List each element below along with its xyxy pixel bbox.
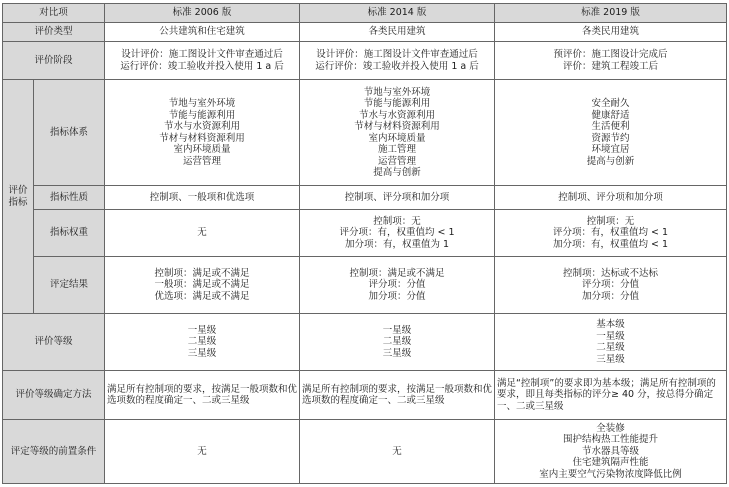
precond-2014 xyxy=(300,420,495,484)
method-2014: 满足所有控制项的要求，按满足一般项数和优选项数的程度确定一、二或三星级 xyxy=(300,371,495,420)
cell-line: 公共建筑和住宅建筑 xyxy=(159,26,245,38)
cell-line: 设计评价：施工图设计文件审查通过后 xyxy=(316,49,478,60)
row-eval-result xyxy=(3,257,727,314)
cell-line: 无 xyxy=(197,445,207,457)
cell-line: 加分项：分值 xyxy=(368,290,426,302)
grade-2006 xyxy=(105,314,300,371)
cell-line: 无 xyxy=(197,227,207,239)
stage-2006 xyxy=(105,42,300,80)
cell-line: 控制项：无 xyxy=(586,215,635,227)
cell-line: 加分项：有，权重值为 1 xyxy=(344,238,450,250)
grade-2014 xyxy=(300,314,495,371)
cell-line: 节地与室外环境 xyxy=(363,86,431,98)
label-eval-stage: 评价阶段 xyxy=(3,42,105,80)
cell-line: 二星级 xyxy=(596,342,625,353)
cell-line: 围护结构热工性能提升 xyxy=(563,434,659,446)
cell-line: 提高与创新 xyxy=(586,155,635,167)
cell-line: 控制项、一般项和优选项 xyxy=(149,191,255,203)
cell-line: 节能与能源利用 xyxy=(168,109,236,121)
cell-line: 室内主要空气污染物浓度降低比例 xyxy=(539,468,682,480)
cell-line: 一星级 xyxy=(382,324,412,336)
cell-line: 评分项：有，权重值均 < 1 xyxy=(552,227,669,239)
cell-line: 节水与水资源利用 xyxy=(359,109,436,121)
cell-line: 评分项：分值 xyxy=(582,279,640,291)
stage-2019 xyxy=(495,42,727,80)
cell-line: 运行评价：竣工验收并投入使用 1 a 后 xyxy=(120,60,284,72)
cell-line: 安全耐久 xyxy=(591,98,630,109)
cell-line: 控制项：无 xyxy=(373,215,421,227)
cell-line: 一般项：满足或不满足 xyxy=(154,279,250,291)
cell-line: 控制项：达标或不达标 xyxy=(563,267,659,279)
type-2006 xyxy=(105,23,300,42)
header-compare-item: 对比项 xyxy=(3,4,105,23)
cell-line: 提高与创新 xyxy=(373,167,421,178)
cell-line: 控制项：满足或不满足 xyxy=(154,267,250,279)
row-eval-type xyxy=(3,23,727,42)
cell-line: 室内环境质量 xyxy=(173,144,231,155)
result-2014 xyxy=(300,257,495,314)
cell-line: 三星级 xyxy=(596,353,625,365)
cell-line: 优选项：满足或不满足 xyxy=(154,290,250,302)
label-eval-index-group xyxy=(3,80,34,314)
cell-line: 三星级 xyxy=(382,347,412,359)
row-grade-method xyxy=(3,371,727,420)
cell-line: 评分项：分值 xyxy=(368,279,426,291)
result-2006 xyxy=(105,257,300,314)
type-2019 xyxy=(495,23,727,42)
cell-line: 生活便利 xyxy=(591,121,630,132)
result-2019 xyxy=(495,257,727,314)
cell-line: 评价：建筑工程竣工后 xyxy=(563,60,659,72)
standard-comparison-table xyxy=(2,3,727,484)
weight-2019 xyxy=(495,210,727,257)
row-index-system xyxy=(3,80,727,186)
cell-line: 节材与材料资源利用 xyxy=(159,132,245,144)
weight-2014 xyxy=(300,210,495,257)
cell-line: 设计评价：施工图设计文件审查通过后 xyxy=(121,49,283,60)
cell-line: 环境宜居 xyxy=(591,144,630,155)
system-2014 xyxy=(300,80,495,186)
cell-line: 二星级 xyxy=(187,336,217,348)
cell-line: 三星级 xyxy=(187,347,217,359)
cell-line: 资源节约 xyxy=(591,132,630,144)
cell-line: 节材与材料资源利用 xyxy=(354,121,440,132)
method-2019: 满足“控制项”的要求即为基本级；满足所有控制项的要求，即且每类指标的评分≥ 40 分，按总得分确定一、二或三星级 xyxy=(495,371,727,420)
cell-line: 节水与水资源利用 xyxy=(164,121,241,132)
system-2006 xyxy=(105,80,300,186)
method-2006: 满足所有控制项的要求，按满足一般项数和优选项数的程度确定一、二或三星级 xyxy=(105,371,300,420)
label-eval-grade: 评价等级 xyxy=(3,314,105,371)
cell-line: 评价 xyxy=(8,185,28,196)
label-eval-result: 评定结果 xyxy=(34,257,105,314)
cell-line: 运行评价：竣工验收并投入使用 1 a 后 xyxy=(315,60,479,72)
cell-line: 预评价：施工图设计完成后 xyxy=(553,49,668,60)
cell-line: 基本级 xyxy=(596,319,625,330)
cell-line: 运营管理 xyxy=(183,155,222,167)
cell-line: 施工管理 xyxy=(378,144,417,155)
weight-2006 xyxy=(105,210,300,257)
header-2019: 标准 2019 版 xyxy=(495,4,727,23)
cell-line: 全装修 xyxy=(596,422,625,434)
cell-line: 一星级 xyxy=(596,330,625,342)
row-index-nature xyxy=(3,186,727,210)
cell-line: 运营管理 xyxy=(378,155,417,167)
label-index-weight: 指标权重 xyxy=(34,210,105,257)
cell-line: 二星级 xyxy=(382,336,412,348)
nature-2006 xyxy=(105,186,300,210)
header-2014: 标准 2014 版 xyxy=(300,4,495,23)
cell-line: 室内环境质量 xyxy=(368,132,426,144)
row-index-weight xyxy=(3,210,727,257)
stage-2014 xyxy=(300,42,495,80)
precond-2019 xyxy=(495,420,727,484)
cell-line: 控制项、评分项和加分项 xyxy=(558,191,663,203)
nature-2019 xyxy=(495,186,727,210)
cell-line: 节地与室外环境 xyxy=(168,98,236,109)
header-2006: 标准 2006 版 xyxy=(105,4,300,23)
type-2014 xyxy=(300,23,495,42)
cell-line: 加分项：分值 xyxy=(582,290,640,302)
label-grade-method: 评价等级确定方法 xyxy=(3,371,105,420)
cell-line: 各类民用建筑 xyxy=(368,26,426,38)
cell-line: 各类民用建筑 xyxy=(582,26,640,38)
label-index-nature: 指标性质 xyxy=(34,186,105,210)
cell-line: 控制项：满足或不满足 xyxy=(349,267,445,279)
cell-line: 评分项：有，权重值均 < 1 xyxy=(339,227,455,239)
precond-2006 xyxy=(105,420,300,484)
label-eval-type: 评价类型 xyxy=(3,23,105,42)
cell-line: 一星级 xyxy=(187,324,217,336)
nature-2014 xyxy=(300,186,495,210)
cell-line: 健康舒适 xyxy=(591,109,630,121)
row-precondition xyxy=(3,420,727,484)
row-eval-stage xyxy=(3,42,727,80)
cell-line: 住宅建筑隔声性能 xyxy=(572,457,649,469)
cell-line: 无 xyxy=(392,445,402,457)
row-eval-grade xyxy=(3,314,727,371)
cell-line: 加分项：有，权重值均 < 1 xyxy=(552,238,669,250)
grade-2019 xyxy=(495,314,727,371)
header-row xyxy=(3,4,727,23)
cell-line: 控制项、评分项和加分项 xyxy=(344,191,450,203)
cell-line: 节水器具等级 xyxy=(582,445,640,457)
cell-line: 节能与能源利用 xyxy=(363,98,431,109)
label-precondition: 评定等级的前置条件 xyxy=(3,420,105,484)
label-index-system: 指标体系 xyxy=(34,80,105,186)
cell-line: 指标 xyxy=(8,196,28,208)
system-2019 xyxy=(495,80,727,186)
